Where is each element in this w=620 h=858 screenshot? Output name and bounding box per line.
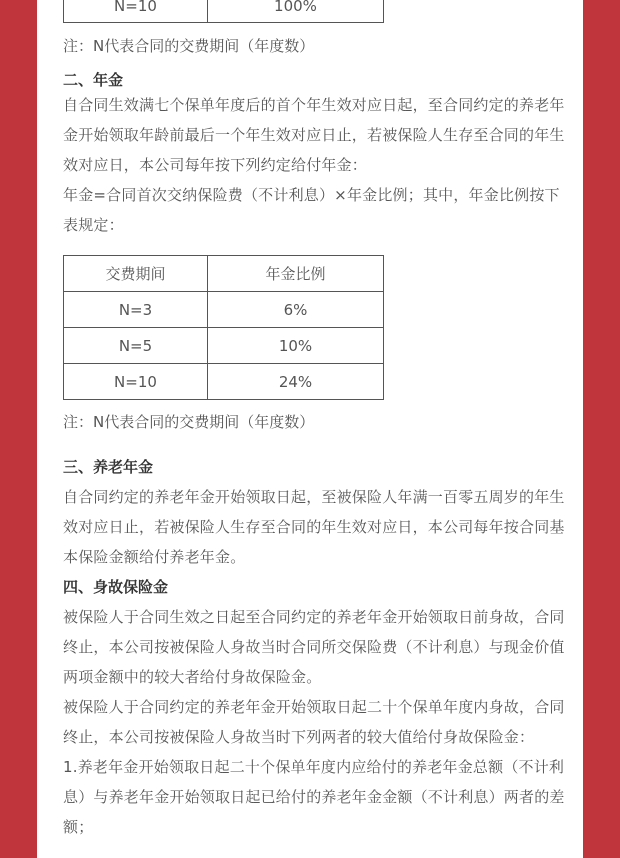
section-heading-pension: 三、养老年金 [63,458,154,476]
table-cell: N=5 [64,328,208,364]
table-note: 注：N代表合同的交费期间（年度数） [63,413,315,431]
premium-ratio-table [63,0,384,23]
section-heading-death-benefit: 四、身故保险金 [63,578,169,596]
column-header: 年金比例 [208,256,384,292]
table-cell: N=10 [64,364,208,400]
paragraph: 自合同生效满七个保单年度后的首个年生效对应日起，至合同约定的养老年金开始领取年龄前最后一个年生效对应日止，若被保险人生存至合同的年生效对应日，本公司每年按下列约定给付年金： [63,96,565,174]
table-note: 注：N代表合同的交费期间（年度数） [63,37,315,55]
paragraph: 1.养老年金开始领取日起二十个保单年度内应给付的养老年金总额（不计利息）与养老年金开始领取日起已给付的养老年金金额（不计利息）两者的差额； [63,758,565,836]
table-row [64,364,384,400]
table-cell: N=3 [64,292,208,328]
table-cell: 100% [208,0,384,23]
table-row [64,328,384,364]
paragraph: 被保险人于合同约定的养老年金开始领取日起二十个保单年度内身故，合同终止，本公司按被保险人身故当时下列两者的较大值给付身故保险金： [63,698,565,746]
table-header-row [64,256,384,292]
table-row [64,292,384,328]
table-cell: N=10 [64,0,208,23]
document-body [63,0,568,842]
table-cell: 24% [208,364,384,400]
table-cell: 6% [208,292,384,328]
table-row [64,0,384,23]
annuity-ratio-table [63,255,384,400]
paragraph: 年金=合同首次交纳保险费（不计利息）×年金比例；其中，年金比例按下表规定： [63,186,560,234]
paragraph: 自合同约定的养老年金开始领取日起，至被保险人年满一百零五周岁的年生效对应日止，若被保险人生存至合同的年生效对应日，本公司每年按合同基本保险金额给付养老年金。 [63,488,565,566]
content-card [37,0,583,858]
table-cell: 10% [208,328,384,364]
column-header: 交费期间 [64,256,208,292]
section-heading-annuity: 二、年金 [63,71,124,89]
paragraph: 被保险人于合同生效之日起至合同约定的养老年金开始领取日前身故，合同终止，本公司按被保险人身故当时合同所交保险费（不计利息）与现金价值两项金额中的较大者给付身故保险金。 [63,608,565,686]
